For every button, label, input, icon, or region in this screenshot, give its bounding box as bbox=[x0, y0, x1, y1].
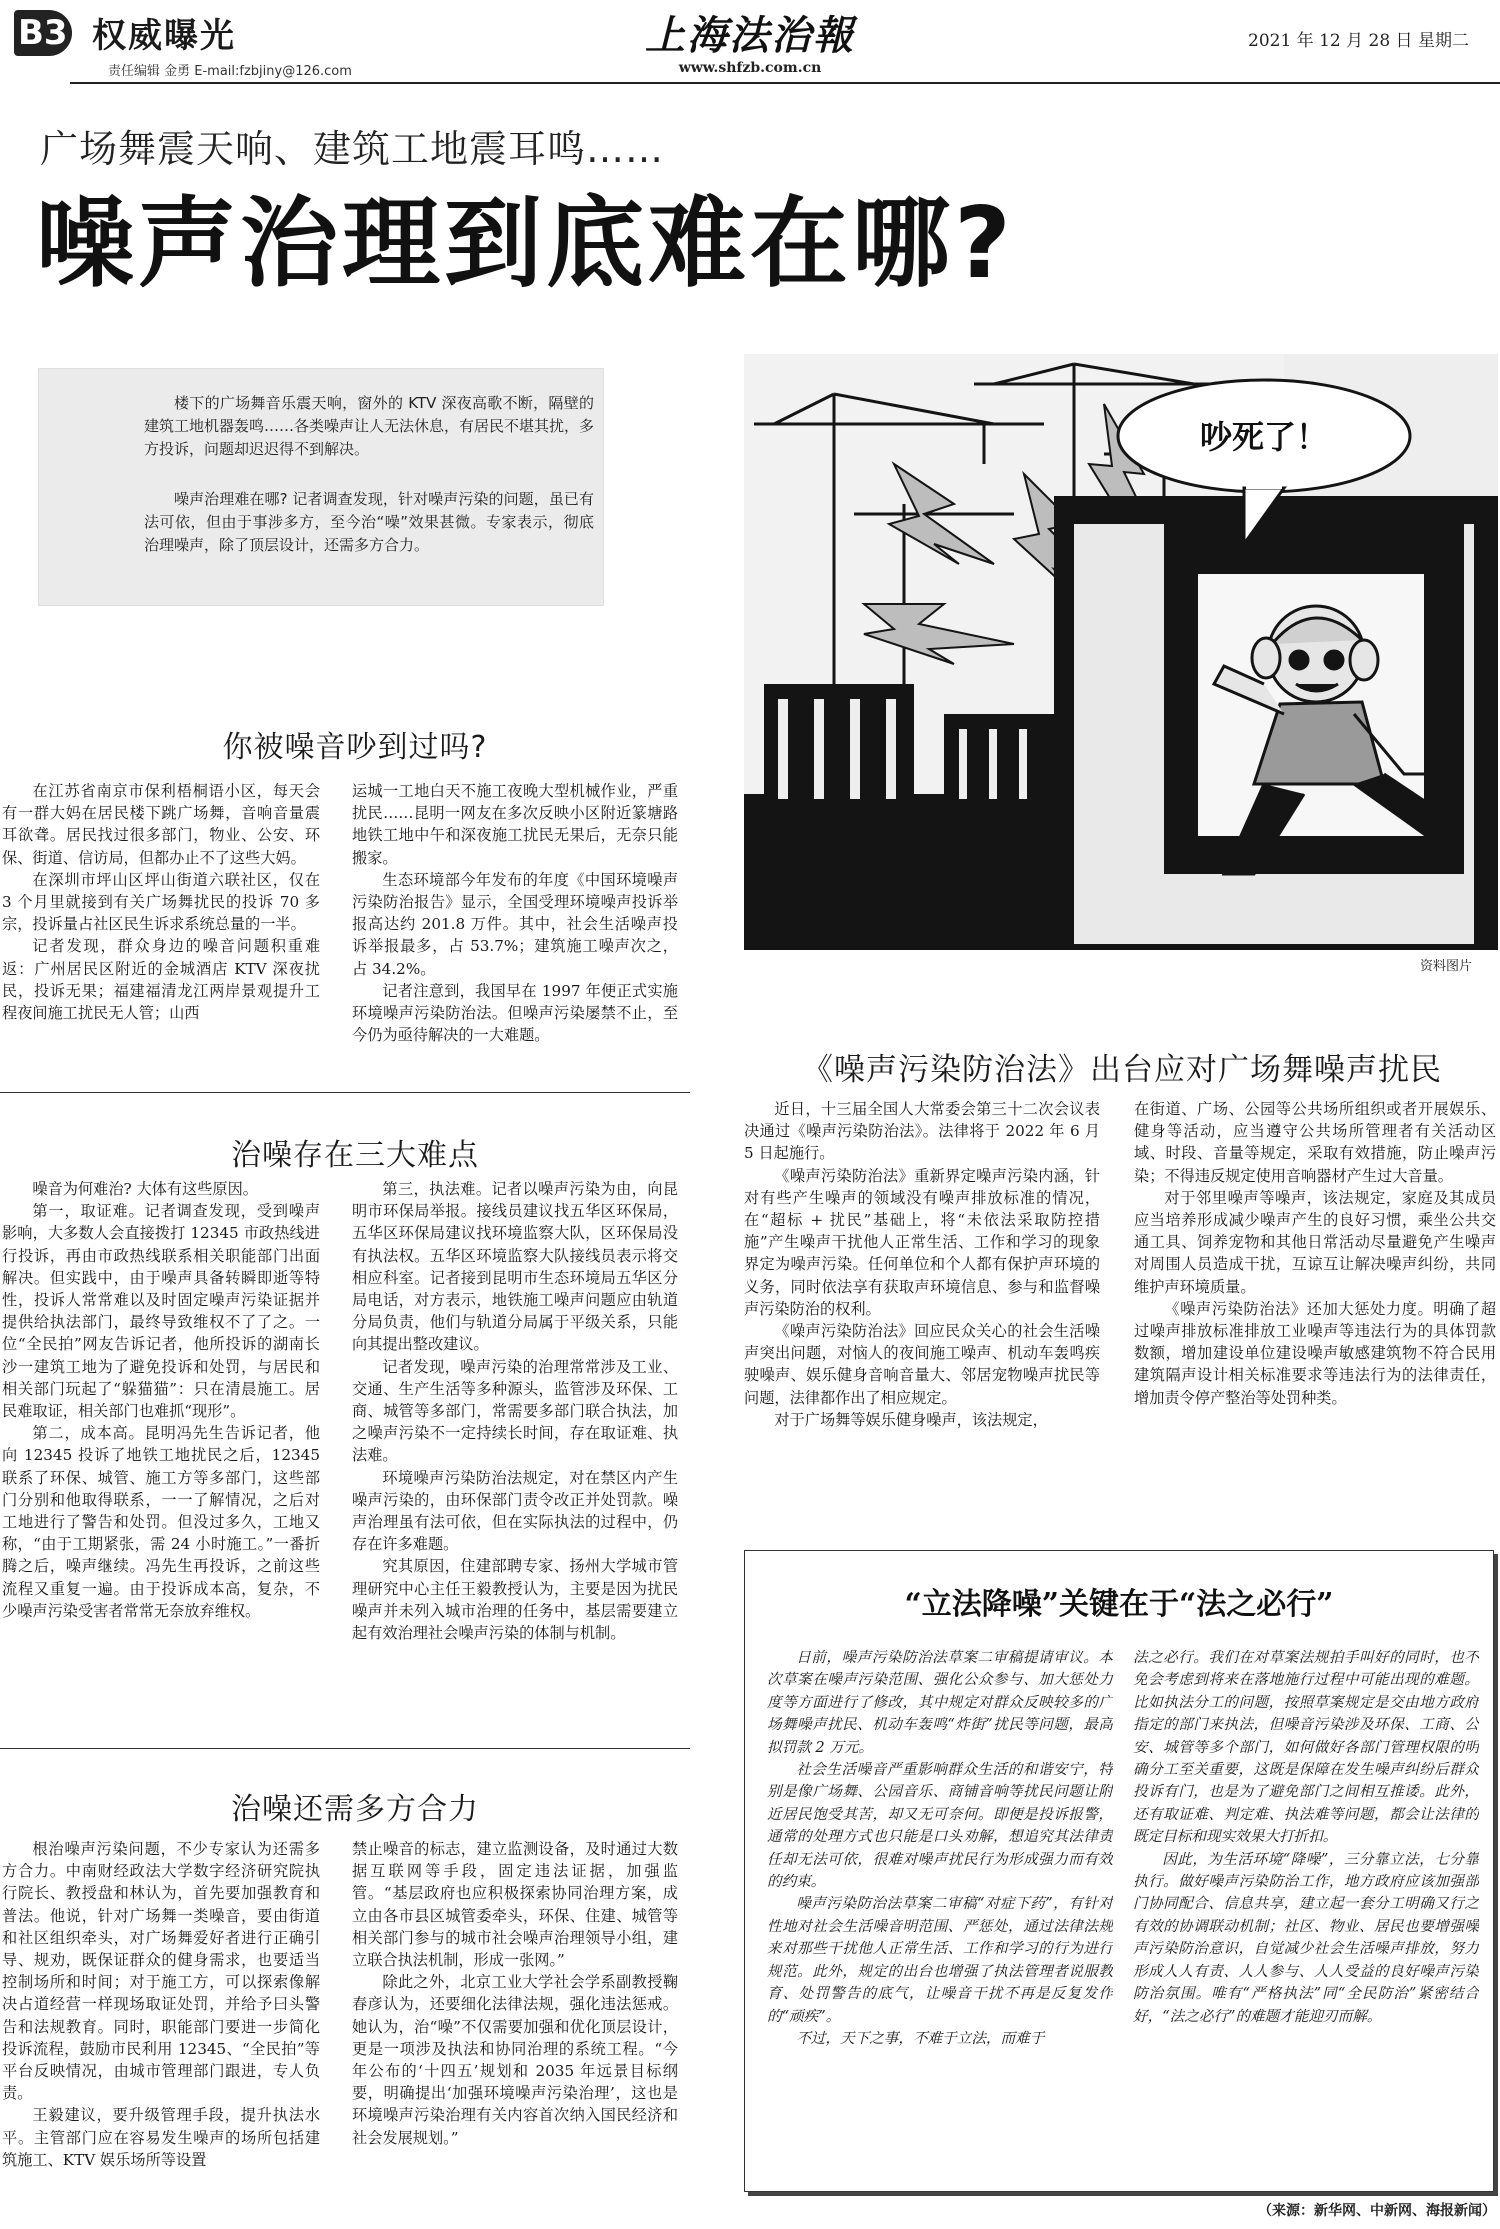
s4-left-p1: 近日，十三届全国人大常委会第三十二次会议表决通过《噪声污染防治法》。法律将于 2022 年 6 月 5 日起施行。 bbox=[744, 1100, 1100, 1163]
s1-left-p2: 在深圳市坪山区坪山街道六联社区，仅在 3 个月里就接到有关广场舞扰民的投诉 70 多宗，投诉量占社区民生诉求系统总量的一半。 bbox=[2, 870, 320, 934]
headline-kicker: 广场舞震天响、建筑工地震耳鸣…… bbox=[40, 127, 665, 171]
comm-left-p3: 噪声污染防治法草案二审稿“对症下药”，有针对性地对社会生活噪音明范围、严惩处，通过法律法规来对那些干扰他人正常生活、工作和学习的行为进行规范。此外，规定的出台也增强了执法管理者说服教育、处罚警告的底气，让噪音干扰不再是反复发作的“顽疾”。 bbox=[767, 1895, 1113, 2025]
s3-left-p2: 王毅建议，要升级管理手段，提升执法水平。主管部门应在容易发生噪声的场所包括建筑施工、KTV 娱乐场所等设置 bbox=[2, 2106, 320, 2169]
section-2-left-column bbox=[2, 1178, 320, 1754]
section-1-left-column bbox=[2, 780, 320, 1080]
section-2-title: 治噪存在三大难点 bbox=[231, 1138, 479, 1173]
construction-noise-cartoon bbox=[744, 354, 1498, 950]
section-3-right-column bbox=[352, 1838, 678, 2226]
section-2-divider bbox=[0, 1748, 690, 1749]
s2-left-p2: 第一，取证难。记者调查发现，受到噪声影响，大多数人会直接拨打 12345 市政热线进行投诉，再由市政热线联系相关职能部门出面解决。但实践中，由于噪声具备转瞬即逝等特性，投诉人常常难以及时固定噪声污染证据并提供给执法部门，最终导致维权不了了之。一位“全民拍”网友告诉记者，他所投诉的湖南长沙一建筑工地为了避免投诉和处罚，与居民和相关部门玩起了“躲猫猫”：只在清晨施工。居民难取证，相关部门也难抓“现形”。 bbox=[2, 1202, 320, 1421]
s4-left-p2: 《噪声污染防治法》重新界定噪声污染内涵，针对有些产生噪声的领域没有噪声排放标准的情况，在“超标 + 扰民”基础上，将“未依法采取防控措施”产生噪声干扰他人正常生活、工作和学习的现象界定为噪声污染。任何单位和个人都有保护声环境的义务，同时依法享有获取声环境信息、参与和监督噪声污染防治的权利。 bbox=[744, 1166, 1100, 1318]
site-url: www.shfzb.com.cn bbox=[678, 60, 822, 76]
s4-right-p3: 《噪声污染防治法》还加大惩处力度。明确了超过噪声排放标准排放工业噪声等违法行为的具体罚款数额，增加建设单位建设噪声敏感建筑物不符合民用建筑隔声设计相关标准要求等违法行为的法律责任，增加责令停产整治等处罚种类。 bbox=[1134, 1299, 1496, 1407]
header-bar bbox=[0, 0, 1500, 86]
commentary-left-column bbox=[767, 1647, 1113, 2177]
illustration bbox=[744, 354, 1498, 950]
section-3-left-column bbox=[2, 1838, 320, 2226]
section-4-title: 《噪声污染防治法》出台应对广场舞噪声扰民 bbox=[802, 1052, 1442, 1088]
s3-left-p1: 根治噪声污染问题，不少专家认为还需多方合力。中南财经政法大学数字经济研究院执行院长、教授盘和林认为，首先要加强教育和普法。他说，针对广场舞一类噪音，要由街道和社区组织牵头，对广场舞爱好者进行正确引导、规劝，既保证群众的健身需求，也要适当控制场所和时间；对于施工方，可以探索像解决占道经营一样现场取证处罚，并给予曰头警告和法规教育。同时，职能部门要进一步简化投诉流程，鼓励市民利用 12345、“全民拍”等平台反映情况，由城市管理部门跟进，专人负责。 bbox=[2, 1840, 320, 2103]
lead-box bbox=[38, 368, 604, 606]
issue-date: 2021 年 12 月 28 日 星期二 bbox=[1248, 31, 1469, 51]
source-note: （来源：新华网、中新网、海报新闻） bbox=[1258, 2203, 1496, 2219]
s3-right-p2: 除此之外，北京工业大学社会学系副教授鞠春彦认为，还要细化法律法规，强化违法惩戒。她认为，治“噪”不仅需要加强和优化顶层设计，更是一项涉及执法和协同治理的系统工程。“今年公布的‘十四五’规划和 2035 年远景目标纲要，明确提出‘加强环境噪声污染治理’，这也是环境噪声污染治理有关内容首次纳入国民经济和社会发展规划。” bbox=[352, 1973, 678, 2147]
header-divider bbox=[70, 82, 1500, 84]
s2-right-p3: 环境噪声污染防治法规定，对在禁区内产生噪声污染的，由环保部门责令改正并处罚款。噪声治理虽有法可依，但在实际执法的过程中，仍存在许多难题。 bbox=[352, 1468, 678, 1554]
section-label: 权威曝光 bbox=[92, 16, 236, 56]
commentary-box bbox=[744, 1550, 1494, 2192]
commentary-title: “立法降噪”关键在于“法之必行” bbox=[904, 1587, 1334, 1622]
s2-right-p2: 记者发现，噪声污染的治理常常涉及工业、交通、生产生活等多种源头，监管涉及环保、工商、城管等多部门，常需要多部门联合执法，加之噪声污染不一定持续长时间，存在取证难、执法难。 bbox=[352, 1357, 678, 1465]
comm-right-p1: 法之必行。我们在对草案法规拍手叫好的同时，也不免会考虑到将来在落地施行过程中可能出现的难题。比如执法分工的问题，按照草案规定是交由地方政府指定的部门来执法，但噪音污染涉及环保、工商、公安、城管等多个部门，如何做好各部门管理权限的明确分工至关重要，这既是保障在发生噪声纠纷后群众投诉有门，也是为了避免部门之间相互推诿。此外，还有取证难、判定难、执法难等问题，都会让法律的既定目标和现实效果大打折扣。 bbox=[1133, 1649, 1479, 1846]
s1-left-p1: 在江苏省南京市保利梧桐语小区，每天会有一群大妈在居民楼下跳广场舞，音响音量震耳欲聋。居民找过很多部门，物业、公安、环保、街道、信访局，但都办止不了这些大妈。 bbox=[2, 782, 320, 867]
lead-paragraph-2: 噪声治理难在哪? 记者调查发现，针对噪声污染的问题，虽已有法可依，但由于事涉多方，至今治“噪”效果甚微。专家表示，彻底治理噪声，除了顶层设计，还需多方合力。 bbox=[144, 490, 594, 554]
s2-right-p4: 究其原因，住建部聘专家、扬州大学城市管理研究中心主任王毅教授认为，主要是因为扰民噪声并未列入城市治理的任务中，基层需要建立起有效治理社会噪声污染的体制与机制。 bbox=[352, 1557, 678, 1643]
lead-paragraph-1: 楼下的广场舞音乐震天响，窗外的 KTV 深夜高歌不断，隔壁的建筑工地机器轰鸣……各类噪声让人无法休息，有居民不堪其扰，多方投诉，问题却迟迟得不到解决。 bbox=[144, 394, 595, 458]
s2-left-p3: 第二，成本高。昆明冯先生告诉记者，他向 12345 投诉了地铁工地扰民之后，12345 联系了环保、城管、施工方等多部门，这些部门分别和他取得联系，一一了解情况，之后对工地进行了警告和处罚。但没过多久，工地又称，“由于工期紧张，需 24 小时施工。”一番折腾之后，噪声继续。冯先生再投诉，之前这些流程又重复一遍。由于投诉成本高，复杂，不少噪声污染受害者常常无奈放弃维权。 bbox=[2, 1424, 320, 1620]
section-1-divider bbox=[0, 1092, 690, 1093]
speech-bubble-text: 吵死了！ bbox=[1199, 418, 1328, 456]
s1-left-p3: 记者发现，群众身边的噪音问题积重难返：广州居民区附近的金城酒店 KTV 深夜扰民，投诉无果；福建福清龙江两岸景观提升工程夜间施工扰民无人管；山西 bbox=[2, 937, 320, 1023]
comm-left-p4: 不过，天下之事，不难于立法，而难于 bbox=[796, 2029, 1045, 2047]
image-credit: 资料图片 bbox=[1420, 959, 1473, 974]
s4-left-p4: 对于广场舞等娱乐健身噪声，该法规定， bbox=[774, 1410, 1048, 1429]
s4-left-p3: 《噪声污染防治法》回应民众关心的社会生活噪声突出问题，对恼人的夜间施工噪声、机动车轰鸣疾驶噪声、娱乐健身音响音量大、邻居宠物噪声扰民等问题，法律都作出了相应规定。 bbox=[744, 1322, 1100, 1407]
masthead-logo: 上海法治報 bbox=[645, 12, 855, 59]
section-1-right-column bbox=[352, 780, 678, 1080]
editor-line: 责任编辑 金勇 E-mail:fzbjiny@126.com bbox=[108, 64, 352, 79]
comm-left-p1: 日前，噪声污染防治法草案二审稿提请审议。本次草案在噪声污染范围、强化公众参与、加大惩处力度等方面进行了修改，其中规定对群众反映较多的广场舞噪声扰民、机动车轰鸣“炸街”扰民等问题，最高拟罚款 2 万元。 bbox=[767, 1649, 1113, 1756]
section-4-left-column bbox=[744, 1098, 1100, 1538]
section-3-title: 治噪还需多方合力 bbox=[231, 1792, 479, 1827]
s2-left-p1: 噪音为何难治? 大体有这些原因。 bbox=[32, 1180, 258, 1198]
s1-right-p1: 运城一工地白天不施工夜晚大型机械作业，严重扰民……昆明一网友在多次反映小区附近篆塘路地铁工地中午和深夜施工扰民无果后，无奈只能搬家。 bbox=[352, 782, 678, 867]
section-1-title: 你被噪音吵到过吗? bbox=[222, 730, 488, 765]
s1-right-p2: 生态环境部今年发布的年度《中国环境噪声污染防治报告》显示，全国受理环境噪声投诉举报高达约 201.8 万件。其中，社会生活噪声投诉举报最多，占 53.7%；建筑施工噪声次之，占 34.2%。 bbox=[352, 870, 678, 978]
s4-right-p2: 对于邻里噪声等噪声，该法规定，家庭及其成员应当培养形成减少噪声产生的良好习惯，乘坐公共交通工具、饲养宠物和其他日常活动尽量避免产生噪声对周围人员造成干扰，互谅互让解决噪声纠纷，共同维护声环境质量。 bbox=[1134, 1188, 1496, 1296]
section-2-right-column bbox=[352, 1178, 678, 1754]
comm-left-p2: 社会生活噪音严重影响群众生活的和谐安宁，特别是像广场舞、公园音乐、商铺音响等扰民问题让附近居民饱受其苦，却又无可奈何。即便是投诉报警，通常的处理方式也只能是口头劝解，想追究其法律责任却无法可依，很难对噪声扰民行为形成强力而有效的约束。 bbox=[767, 1761, 1113, 1891]
comm-right-p2: 因此，为生活环境“降噪”，三分靠立法，七分靠执行。做好噪声污染防治工作，地方政府应该加强部门协同配合、信息共享，建立起一套分工明确又行之有效的协调联动机制；社区、物业、居民也要增强噪声污染防治意识，自觉减少社会生活噪声排放，努力形成人人有责、人人参与、人人受益的良好噪声污染防治氛围。唯有“严格执法”同“全民防治”紧密结合好，“法之必行”的难题才能迎刃而解。 bbox=[1133, 1850, 1479, 2025]
s1-right-p3: 记者注意到，我国早在 1997 年便正式实施环境噪声污染防治法。但噪声污染屡禁不止，至今仍为亟待解决的一大难题。 bbox=[352, 981, 678, 1045]
s3-right-p1: 禁止噪音的标志，建立监测设备，及时通过大数据互联网等手段，固定违法证据，加强监管。“基层政府也应积极探索协同治理方案，成立由各市县区城管委牵头，环保、住建、城管等相关部门参与的城市社会噪声治理领导小组，建立联合执法机制，形成一张网。” bbox=[352, 1840, 678, 1970]
page-tag-label: B3 bbox=[18, 13, 68, 53]
headline-title: 噪声治理到底难在哪? bbox=[36, 187, 1015, 301]
section-4-right-column bbox=[1134, 1098, 1496, 1538]
s2-right-p1: 第三，执法难。记者以噪声污染为由，向昆明市环保局举报。接线员建议找五华区环保局，五华区环保局建议找环境监察大队，区环保局没有执法权。五华区环境监察大队接线员表示将交相应科室。记者接到昆明市生态环境局五华区分局电话，对方表示，地铁施工噪声问题应由轨道分局负责，他们与轨道分局属于平级关系，只能向其提出整改建议。 bbox=[352, 1180, 678, 1354]
commentary-right-column bbox=[1133, 1647, 1479, 2177]
s4-right-p1: 在街道、广场、公园等公共场所组织或者开展娱乐、健身等活动，应当遵守公共场所管理者有关活动区域、时段、音量等规定，采取有效措施，防止噪声污染；不得违反规定使用音响器材产生过大音量。 bbox=[1134, 1100, 1496, 1185]
